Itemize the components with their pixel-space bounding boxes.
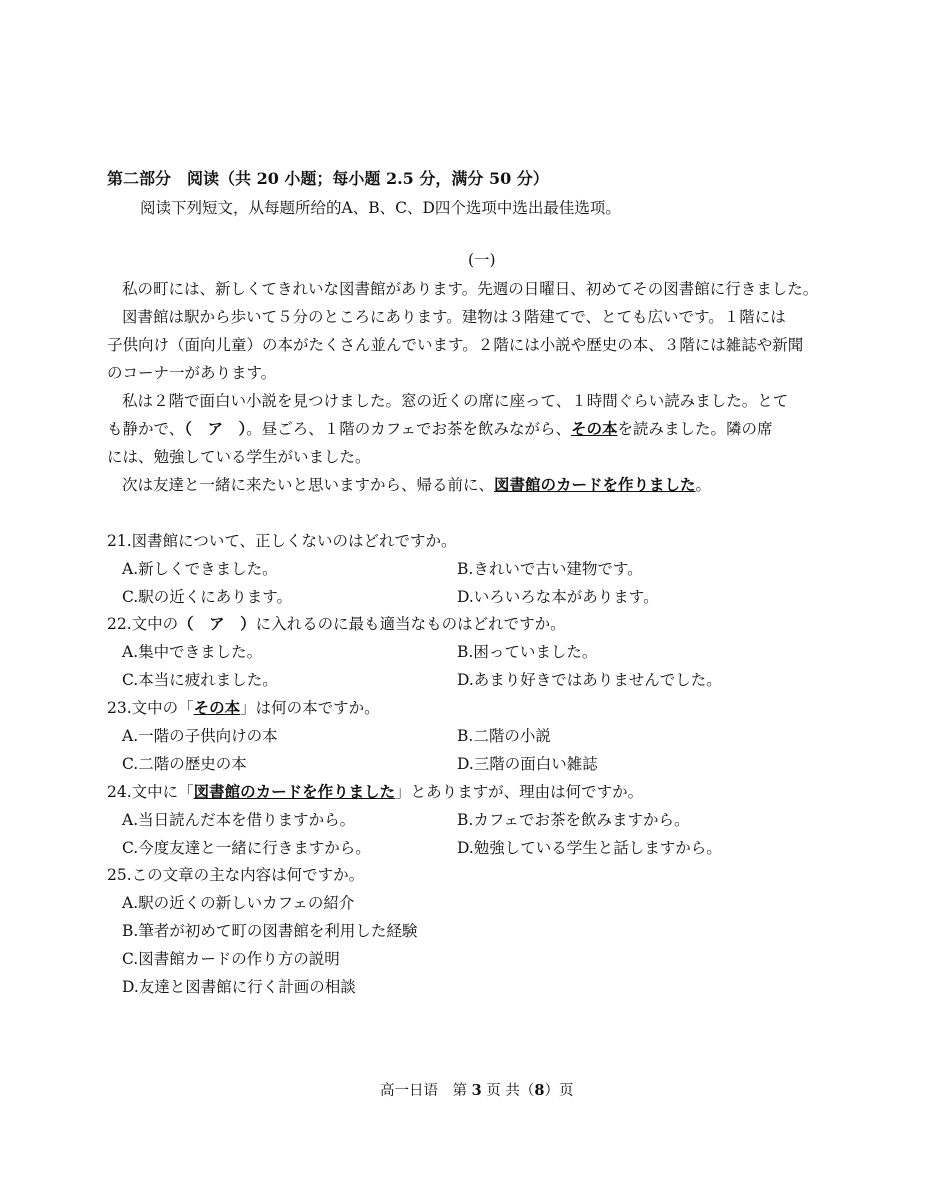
question-22-option-d: D.あまり好きではありませんでした。 <box>457 671 722 689</box>
underlined-phrase-card: 図書館のカードを作りました <box>494 475 696 494</box>
question-22-stem <box>107 614 566 634</box>
question-24-stem <box>107 782 643 802</box>
passage-paragraph-3-line-3: には、勉強している学生がいました。 <box>107 448 371 466</box>
text-segment: 」は何の本ですか。 <box>240 699 380 717</box>
blank-a: （ ア ） <box>178 614 256 633</box>
section-title: 第二部分 阅读（共 20 小题；每小题 2.5 分，满分 50 分） <box>107 169 549 188</box>
footer-text: 页 共（ <box>486 1083 535 1099</box>
blank-a: （ ア ） <box>184 419 247 438</box>
question-21-option-b: B.きれいで古い建物です。 <box>457 560 643 578</box>
passage-paragraph-4 <box>122 475 711 495</box>
text-segment: を読みました。隣の席 <box>617 420 773 438</box>
footer-text: 高一日语 第 <box>380 1083 467 1099</box>
page-footer <box>380 1081 574 1101</box>
question-22-option-a: A.集中できました。 <box>122 643 263 661</box>
question-23-option-a: A.一階の子供向けの本 <box>122 727 278 745</box>
page-number: 3 <box>471 1082 482 1099</box>
passage-paragraph-1: 私の町には、新しくてきれいな図書館があります。先週の日曜日、初めてその図書館に行きました。 <box>122 280 819 298</box>
question-25-option-d: D.友達と図書館に行く計画の相談 <box>122 978 356 996</box>
question-23-option-b: B.二階の小説 <box>457 727 551 745</box>
section-instruction: 阅读下列短文，从每题所给的A、B、C、D四个选项中选出最佳选项。 <box>140 199 621 217</box>
question-24-option-b: B.カフェでお茶を飲みますから。 <box>457 811 690 829</box>
text-segment: に入れるのに最も適当なものはどれですか。 <box>255 615 566 633</box>
total-pages: 8 <box>534 1082 545 1099</box>
text-segment: 」とありますが、理由は何ですか。 <box>395 783 644 801</box>
passage-paragraph-3-line-2 <box>107 419 772 439</box>
text-segment: も静かで、 <box>107 420 185 438</box>
text-segment: 23.文中の「 <box>107 699 194 717</box>
question-25-stem: 25.この文章の主な内容は何ですか。 <box>107 866 365 884</box>
question-21-option-c: C.駅の近くにあります。 <box>122 588 292 606</box>
passage-paragraph-3-line-1: 私は２階で面白い小説を見つけました。窓の近くの席に座って、１時間ぐらい読みました。とて <box>122 392 789 410</box>
question-21-option-d: D.いろいろな本があります。 <box>457 588 659 606</box>
underlined-phrase-card: 図書館のカードを作りました <box>193 782 396 801</box>
question-21-option-a: A.新しくできました。 <box>122 560 278 578</box>
passage-number: (一) <box>468 251 496 269</box>
underlined-phrase-sono-hon: その本 <box>193 698 241 717</box>
text-segment: 22.文中の <box>107 615 179 633</box>
passage-paragraph-2-line-3: のコーナ一があります。 <box>107 364 277 382</box>
question-25-option-b: B.筆者が初めて町の図書館を利用した経験 <box>122 922 418 940</box>
question-21-stem: 21.図書館について、正しくないのはどれですか。 <box>107 532 457 550</box>
footer-text: ）页 <box>544 1083 574 1099</box>
question-23-stem <box>107 698 380 718</box>
text-segment: 次は友達と一緒に来たいと思いますから、帰る前に、 <box>122 476 495 494</box>
question-23-option-c: C.二階の歴史の本 <box>122 755 247 773</box>
text-segment: 。 <box>695 476 712 494</box>
text-segment: 。昼ごろ、１階のカフェでお茶を飲みながら、 <box>246 420 571 438</box>
underlined-phrase-sono-hon: その本 <box>570 419 618 438</box>
passage-paragraph-2-line-2: 子供向け（面向儿童）の本がたくさん並んでいます。２階には小説や歴史の本、３階には雑誌や新聞 <box>107 336 804 354</box>
question-23-option-d: D.三階の面白い雑誌 <box>457 755 598 773</box>
question-22-option-b: B.困っていました。 <box>457 643 598 661</box>
question-24-option-d: D.勉強している学生と話しますから。 <box>457 839 722 857</box>
text-segment: 24.文中に「 <box>107 783 194 801</box>
question-25-option-c: C.図書館カードの作り方の説明 <box>122 950 340 968</box>
question-22-option-c: C.本当に疲れました。 <box>122 671 278 689</box>
question-24-option-a: A.当日読んだ本を借りますから。 <box>122 811 356 829</box>
question-24-option-c: C.今度友達と一緒に行きますから。 <box>122 839 371 857</box>
question-25-option-a: A.駅の近くの新しいカフェの紹介 <box>122 894 355 912</box>
passage-paragraph-2-line-1: 図書館は駅から歩いて５分のところにあります。建物は３階建てで、とても広いです。１階には <box>122 308 786 326</box>
